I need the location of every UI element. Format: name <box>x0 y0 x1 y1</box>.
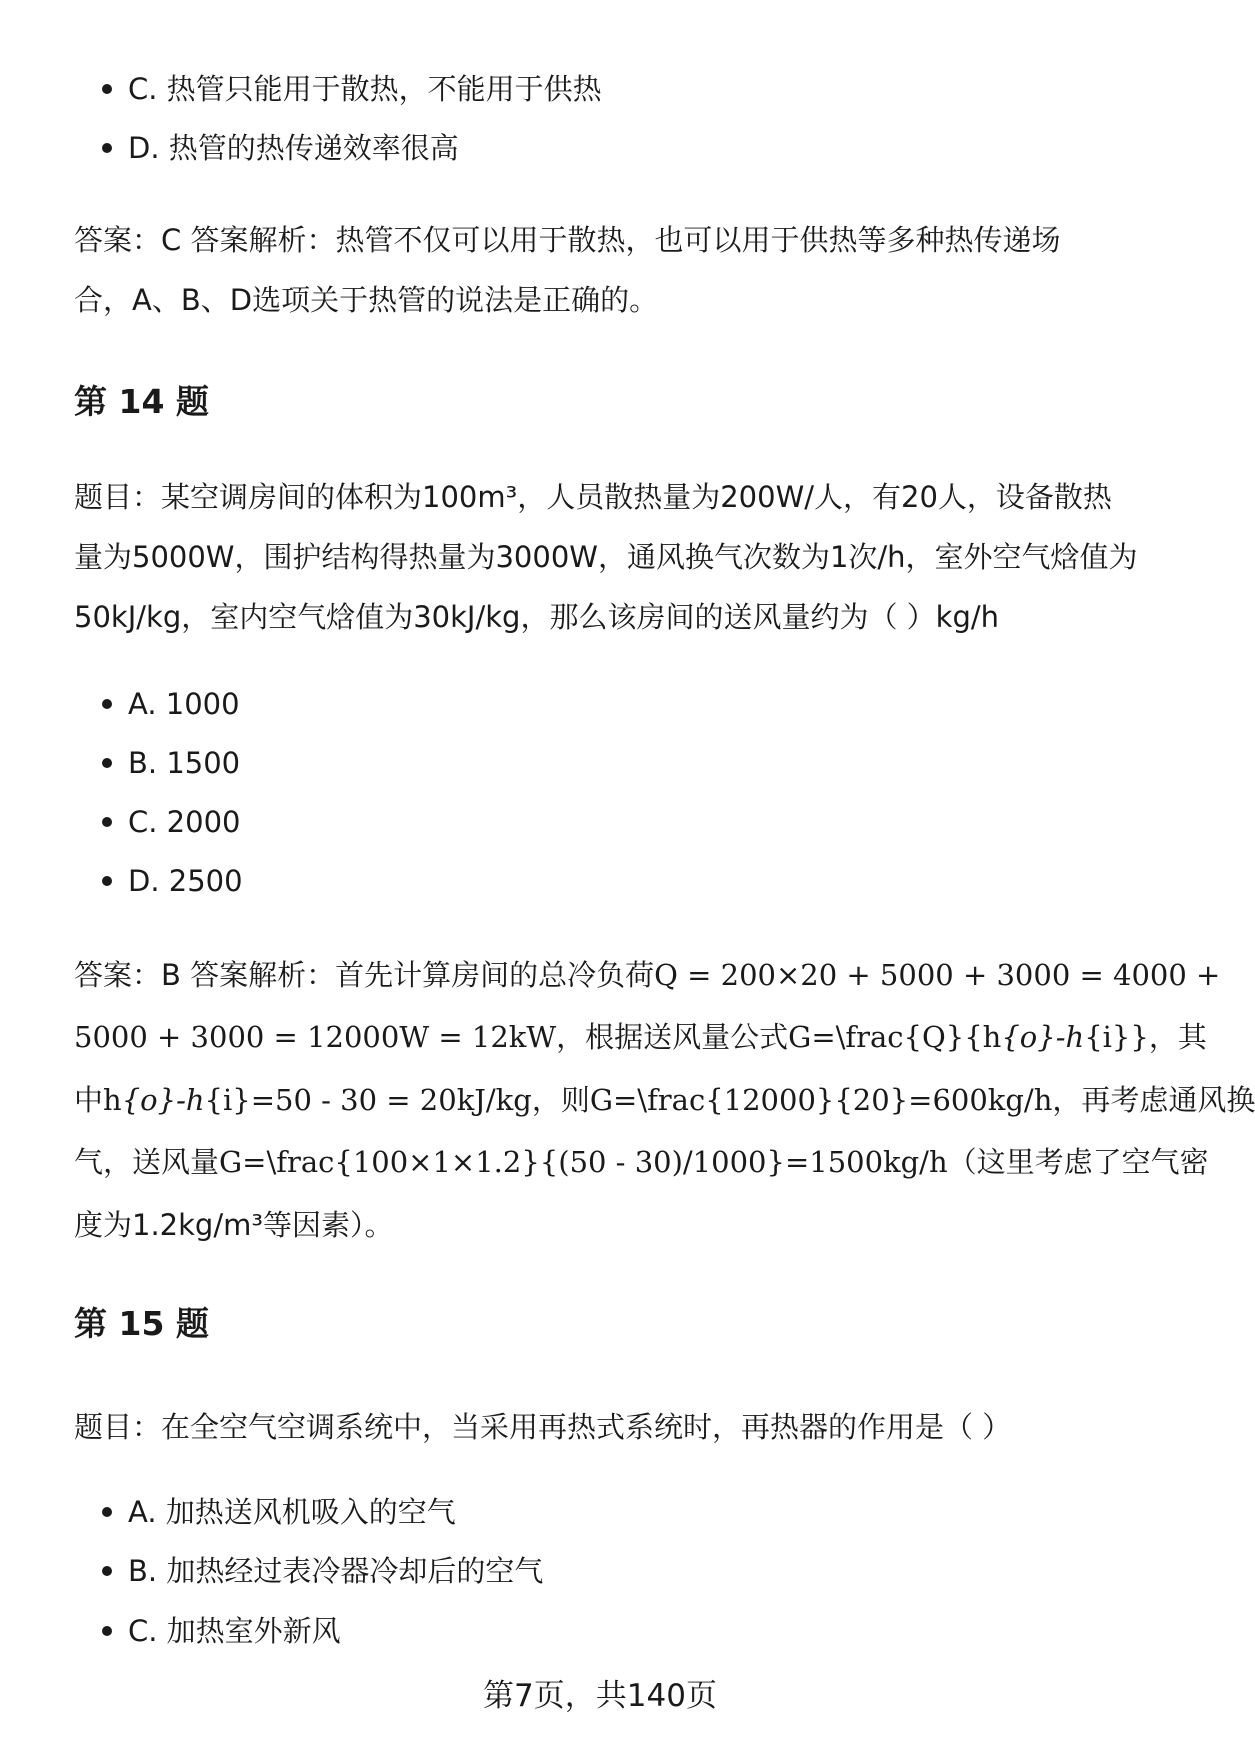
q15-option-a: A. 加热送风机吸入的空气 <box>128 1492 456 1532</box>
q15-option-b: B. 加热经过表冷器冷却后的空气 <box>128 1551 543 1591</box>
q14-answer-line-5: 度为1.2kg/m³等因素）。 <box>74 1208 394 1242</box>
q13-answer-line-1: 答案：C 答案解析：热管不仅可以用于散热，也可以用于供热等多种热传递场 <box>74 223 1061 257</box>
q14-question-line-3: 50kJ/kg，室内空气焓值为30kJ/kg，那么该房间的送风量约为（ ）kg/h <box>74 600 1000 634</box>
q14-option-b: B. 1500 <box>128 743 240 783</box>
q14-option-c: C. 2000 <box>128 802 241 842</box>
q14-question-line-2: 量为5000W，围护结构得热量为3000W，通风换气次数为1次/h，室外空气焓值为 <box>74 540 1138 574</box>
formula: {i}=50 - 30 = 20kJ/kg <box>204 1083 532 1117</box>
q15-heading: 第 15 题 <box>74 1304 209 1343</box>
q13-answer-line-2: 合，A、B、D选项关于热管的说法是正确的。 <box>74 283 659 317</box>
answer-text: ，其 <box>1148 1020 1207 1054</box>
formula: Q = 200×20 + 5000 + 3000 = 4000 + <box>654 958 1221 992</box>
formula: 5000 + 3000 = 12000W = 12kW <box>74 1020 557 1054</box>
q15-question: 题目：在全空气空调系统中，当采用再热式系统时，再热器的作用是（ ） <box>74 1410 1012 1444</box>
q14-option-a: A. 1000 <box>128 684 240 724</box>
q14-answer-line-4 <box>74 1140 1209 1181</box>
formula-italic: {o}-h <box>121 1083 205 1117</box>
formula: {i}} <box>1084 1020 1149 1054</box>
q13-option-c: C. 热管只能用于散热，不能用于供热 <box>128 69 602 109</box>
answer-text: ，根据送风量公式 <box>556 1020 789 1054</box>
formula: G=\frac{12000}{20}=600kg/h <box>589 1083 1053 1117</box>
formula: G=\frac{100×1×1.2}{(50 - 30)/1000}=1500kg/h <box>219 1145 948 1179</box>
q14-answer-line-1 <box>74 953 1220 994</box>
answer-text: ，则 <box>531 1083 590 1117</box>
answer-text: 气，送风量 <box>74 1145 220 1179</box>
q14-option-d: D. 2500 <box>128 861 243 901</box>
q14-question-line-1: 题目：某空调房间的体积为100m³，人员散热量为200W/人，有20人，设备散热 <box>74 480 1112 514</box>
answer-text: ，再考虑通风换 <box>1052 1083 1255 1117</box>
q14-heading: 第 14 题 <box>74 382 209 421</box>
q15-option-c: C. 加热室外新风 <box>128 1611 341 1651</box>
answer-text: 答案：B 答案解析：首先计算房间的总冷负荷 <box>74 958 655 992</box>
q14-answer-line-2 <box>74 1015 1207 1056</box>
answer-text: 中 <box>74 1083 104 1117</box>
formula-italic: {o}-h <box>1001 1020 1085 1054</box>
page-footer: 第7页，共140页 <box>483 1678 717 1714</box>
formula: h <box>103 1083 122 1117</box>
q14-answer-line-3 <box>74 1078 1255 1119</box>
answer-text: （这里考虑了空气密 <box>947 1145 1209 1179</box>
formula: G=\frac{Q}{h <box>788 1020 1002 1054</box>
q13-option-d: D. 热管的热传递效率很高 <box>128 128 459 168</box>
